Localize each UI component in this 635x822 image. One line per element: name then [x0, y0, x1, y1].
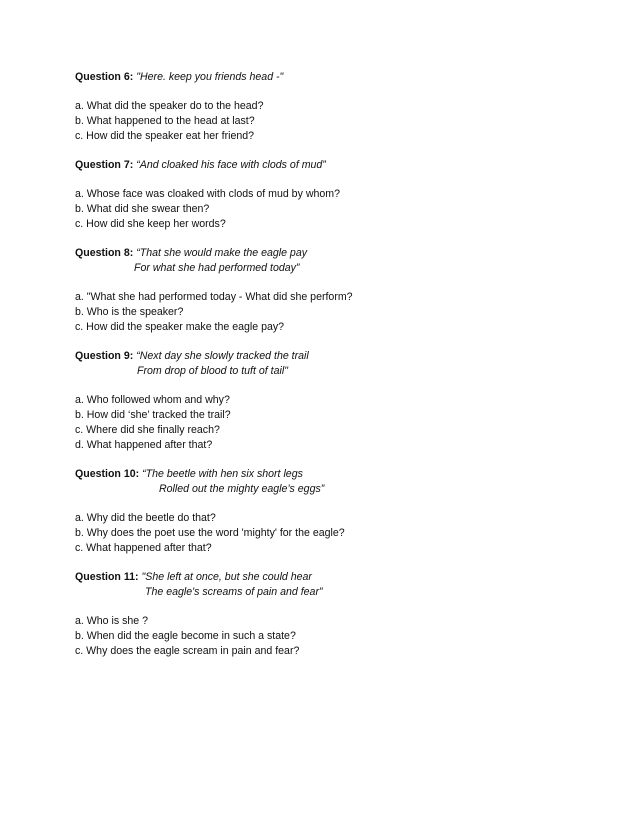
question-quote: “That she would make the eagle pay	[136, 247, 308, 259]
question-heading	[75, 246, 595, 261]
question-heading	[75, 467, 595, 482]
question-quote: "She left at once, but she could hear	[141, 571, 312, 583]
sub-question: b. When did the eagle become in such a state?	[75, 630, 296, 642]
sub-question: c. How did the speaker eat her friend?	[75, 130, 255, 142]
question-9	[75, 349, 595, 453]
question-quote-continued: The eagle's screams of pain and fear”	[145, 586, 323, 598]
question-10	[75, 467, 595, 556]
sub-question: a. "What she had performed today - What did she perform?	[75, 291, 353, 303]
sub-question: b. What did she swear then?	[75, 203, 210, 215]
sub-question: a. Whose face was cloaked with clods of mud by whom?	[75, 188, 340, 200]
sub-question: b. What happened to the head at last?	[75, 115, 255, 127]
sub-question: b. Why does the poet use the word 'mighty' for the eagle?	[75, 527, 345, 539]
question-quote: "Here. keep you friends head -"	[136, 71, 284, 83]
question-label: Question 6:	[75, 71, 134, 83]
question-7	[75, 158, 595, 232]
sub-question: b. How did ‘she’ tracked the trail?	[75, 409, 231, 421]
sub-question: c. Where did she finally reach?	[75, 424, 220, 436]
sub-question: a. Why did the beetle do that?	[75, 512, 216, 524]
sub-question: a. Who followed whom and why?	[75, 394, 230, 406]
document-page	[75, 70, 595, 673]
question-label: Question 9:	[75, 350, 134, 362]
question-quote: “The beetle with hen six short legs	[142, 468, 303, 480]
question-quote-continued: Rolled out the mighty eagle’s eggs”	[159, 483, 325, 495]
question-heading	[75, 158, 595, 173]
sub-question: c. Why does the eagle scream in pain and fear?	[75, 645, 300, 657]
question-quote: “Next day she slowly tracked the trail	[136, 350, 309, 362]
question-label: Question 11:	[75, 571, 139, 583]
question-6	[75, 70, 595, 144]
question-heading	[75, 349, 595, 364]
question-quote: “And cloaked his face with clods of mud”	[136, 159, 326, 171]
question-label: Question 10:	[75, 468, 140, 480]
question-quote-continued: From drop of blood to tuft of tail"	[137, 365, 288, 377]
sub-question: d. What happened after that?	[75, 439, 213, 451]
question-label: Question 8:	[75, 247, 134, 259]
question-heading	[75, 70, 595, 85]
sub-question: c. How did the speaker make the eagle pay?	[75, 321, 285, 333]
question-label: Question 7:	[75, 159, 134, 171]
sub-question: c. What happened after that?	[75, 542, 212, 554]
sub-question: b. Who is the speaker?	[75, 306, 184, 318]
question-8	[75, 246, 595, 335]
question-quote-continued: For what she had performed today”	[134, 262, 300, 274]
question-heading	[75, 570, 595, 585]
sub-question: a. What did the speaker do to the head?	[75, 100, 264, 112]
sub-question: c. How did she keep her words?	[75, 218, 226, 230]
question-11	[75, 570, 595, 659]
sub-question: a. Who is she ?	[75, 615, 149, 627]
